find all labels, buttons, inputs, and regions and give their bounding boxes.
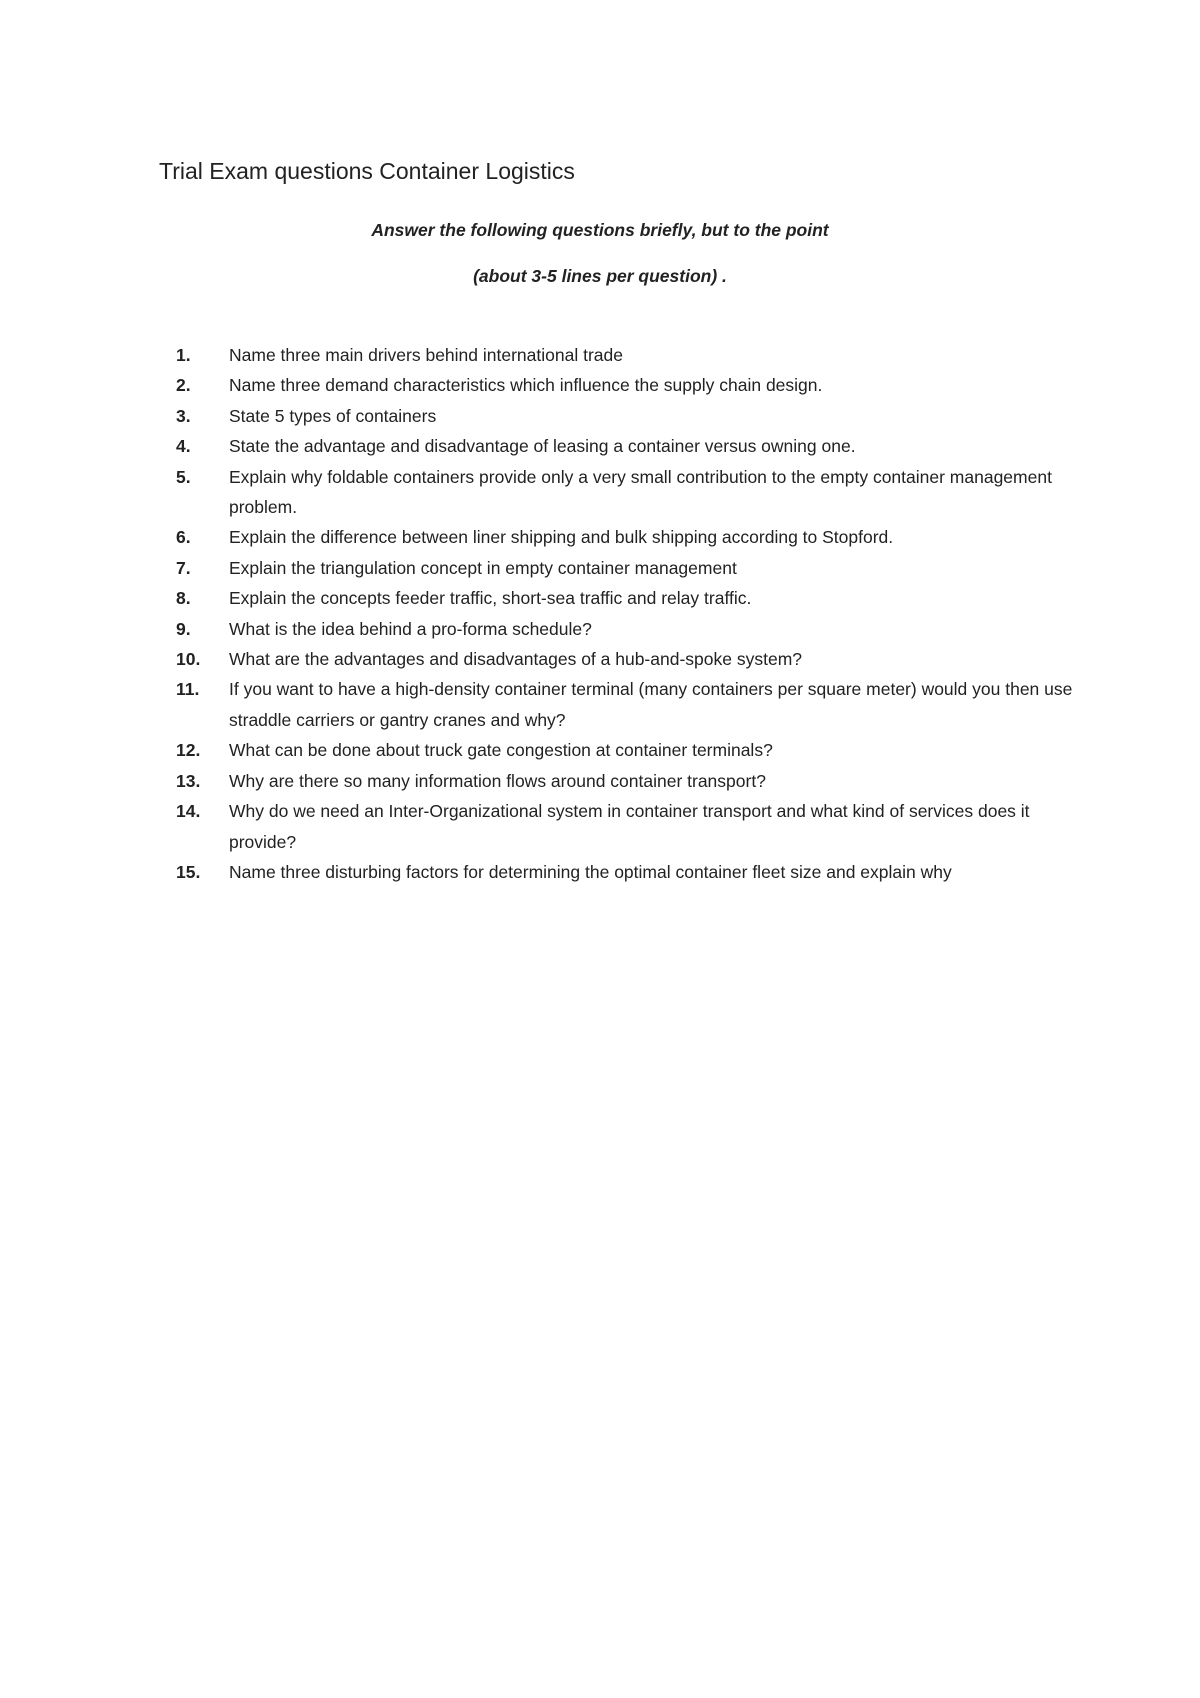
question-list: [0, 340, 1200, 887]
question-text: State 5 types of containers: [229, 405, 437, 426]
question-item: [0, 462, 1200, 523]
document-title: Trial Exam questions Container Logistics: [159, 158, 575, 184]
question-number: 11.: [176, 679, 200, 700]
question-item: [0, 614, 1200, 644]
question-number: 5.: [176, 466, 191, 487]
question-text: Explain the difference between liner shipping and bulk shipping according to Stopford.: [229, 527, 894, 548]
question-item: [0, 583, 1200, 613]
instruction-line-2: (about 3-5 lines per question) .: [473, 266, 727, 286]
question-item: [0, 522, 1200, 552]
question-text: What can be done about truck gate congestion at container terminals?: [229, 740, 773, 761]
question-text: Name three demand characteristics which influence the supply chain design.: [229, 375, 823, 396]
question-item: [0, 735, 1200, 765]
question-item: [0, 553, 1200, 583]
question-number: 15.: [176, 861, 201, 882]
question-item: [0, 401, 1200, 431]
question-number: 8.: [176, 588, 191, 609]
question-text: Why do we need an Inter-Organizational system in container transport and what kind of services does it provide?: [229, 801, 1030, 852]
question-text: State the advantage and disadvantage of leasing a container versus owning one.: [229, 436, 856, 457]
question-text: Explain the concepts feeder traffic, short-sea traffic and relay traffic.: [229, 588, 752, 609]
question-number: 12.: [176, 740, 201, 761]
question-text: Name three disturbing factors for determining the optimal container fleet size and explain why: [229, 861, 952, 882]
question-item: [0, 431, 1200, 461]
question-number: 14.: [176, 801, 201, 822]
question-text: Why are there so many information flows around container transport?: [229, 770, 766, 791]
question-number: 4.: [176, 436, 191, 457]
question-text: What is the idea behind a pro-forma schedule?: [229, 618, 592, 639]
question-number: 13.: [176, 770, 201, 791]
question-number: 6.: [176, 527, 191, 548]
question-text: Explain the triangulation concept in empty container management: [229, 557, 737, 578]
question-item: [0, 370, 1200, 400]
question-item: [0, 340, 1200, 370]
question-item: [0, 644, 1200, 674]
instruction-line-1: Answer the following questions briefly, but to the point: [371, 220, 829, 240]
question-number: 7.: [176, 557, 191, 578]
question-number: 10.: [176, 649, 201, 670]
question-text: What are the advantages and disadvantages of a hub-and-spoke system?: [229, 649, 803, 670]
question-item: [0, 796, 1200, 857]
question-item: [0, 766, 1200, 796]
question-number: 2.: [176, 375, 191, 396]
question-number: 1.: [176, 345, 191, 365]
question-text: Explain why foldable containers provide only a very small contribution to the empty container management problem.: [229, 466, 1052, 518]
question-number: 9.: [176, 618, 191, 639]
question-number: 3.: [176, 405, 191, 426]
question-item: [0, 674, 1200, 735]
question-item: [0, 857, 1200, 887]
question-text: If you want to have a high-density container terminal (many containers per square meter) would you then use straddle carriers or gantry cranes and why?: [229, 679, 1073, 730]
question-text: Name three main drivers behind international trade: [229, 345, 623, 365]
